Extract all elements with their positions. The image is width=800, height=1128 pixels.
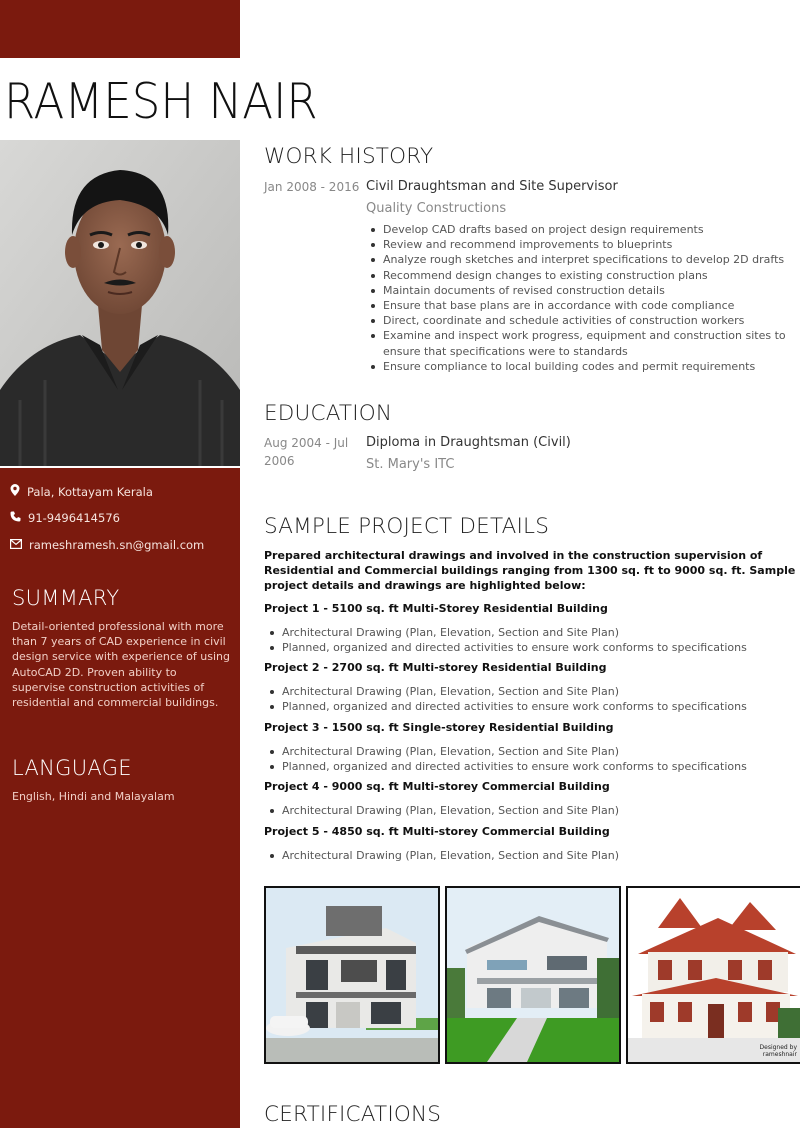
list-item: Architectural Drawing (Plan, Elevation, Section and Site Plan) — [266, 803, 796, 818]
list-item: Ensure that base plans are in accordance with code compliance — [367, 298, 797, 313]
profile-photo — [0, 140, 240, 466]
list-item: Examine and inspect work progress, equipment and construction sites to ensure that specifications were to standards — [367, 328, 797, 358]
education-school: St. Mary's ITC — [366, 457, 455, 472]
list-item: Develop CAD drafts based on project design requirements — [367, 222, 797, 237]
envelope-icon — [10, 538, 22, 552]
summary-text: Detail-oriented professional with more than 7 years of CAD experience in civil design service with experience of using AutoCAD 2D. Proven ability to supervise construction activities of residential and commercial buildings. — [12, 620, 230, 710]
list-item: Analyze rough sketches and interpret specifications to develop 2D drafts — [367, 252, 797, 267]
language-heading: LANGUAGE — [12, 756, 132, 780]
list-item: Review and recommend improvements to blueprints — [367, 237, 797, 252]
project-image-1 — [264, 886, 440, 1064]
project-bullets — [266, 625, 796, 655]
project-bullets — [266, 744, 796, 774]
education-heading: EDUCATION — [264, 401, 393, 426]
list-item: Planned, organized and directed activities to ensure work conforms to specifications — [266, 699, 796, 714]
project-title: Project 1 - 5100 sq. ft Multi-Storey Residential Building — [264, 602, 608, 615]
list-item: Planned, organized and directed activities to ensure work conforms to specifications — [266, 759, 796, 774]
projects-heading: SAMPLE PROJECT DETAILS — [264, 514, 550, 539]
list-item: Maintain documents of revised construction details — [367, 283, 797, 298]
list-item: Architectural Drawing (Plan, Elevation, Section and Site Plan) — [266, 684, 796, 699]
list-item: Direct, coordinate and schedule activities of construction workers — [367, 313, 797, 328]
list-item: Planned, organized and directed activities to ensure work conforms to specifications — [266, 640, 796, 655]
job-duties-list — [367, 222, 797, 374]
contact-email — [10, 538, 204, 552]
education-dates: Aug 2004 - Jul 2006 — [264, 436, 349, 468]
project-title: Project 2 - 2700 sq. ft Multi-storey Residential Building — [264, 661, 607, 674]
project-bullets — [266, 848, 796, 863]
education-degree: Diploma in Draughtsman (Civil) — [366, 435, 571, 450]
project-title: Project 3 - 1500 sq. ft Single-storey Residential Building — [264, 721, 614, 734]
certifications-heading: CERTIFICATIONS — [264, 1102, 442, 1127]
sidebar-top-band — [0, 0, 240, 56]
summary-heading: SUMMARY — [12, 586, 120, 610]
project-title: Project 4 - 9000 sq. ft Multi-storey Commercial Building — [264, 780, 610, 793]
project-image-3 — [626, 886, 800, 1064]
projects-intro: Prepared architectural drawings and involved in the construction supervision of Residential and Commercial buildings ranging from 1300 sq. ft to 9000 sq. ft. Sample project details and drawings are highlighted below: — [264, 549, 796, 593]
phone-icon — [10, 511, 21, 525]
project-bullets — [266, 684, 796, 714]
list-item: Architectural Drawing (Plan, Elevation, Section and Site Plan) — [266, 848, 796, 863]
project-image-2 — [445, 886, 621, 1064]
image-caption: Designed by rameshnair — [759, 1044, 797, 1058]
job-title: Civil Draughtsman and Site Supervisor — [366, 179, 618, 194]
work-history-heading: WORK HISTORY — [264, 144, 434, 169]
phone-text[interactable]: 91-9496414576 — [28, 511, 120, 525]
list-item: Recommend design changes to existing construction plans — [367, 268, 797, 283]
contact-location — [10, 484, 153, 499]
language-text: English, Hindi and Malayalam — [12, 790, 175, 803]
email-text[interactable]: rameshramesh.sn@gmail.com — [29, 538, 205, 552]
contact-phone — [10, 511, 120, 525]
location-pin-icon — [10, 484, 20, 499]
list-item: Architectural Drawing (Plan, Elevation, Section and Site Plan) — [266, 625, 796, 640]
project-title: Project 5 - 4850 sq. ft Multi-storey Commercial Building — [264, 825, 610, 838]
job-company: Quality Constructions — [366, 201, 507, 216]
list-item: Ensure compliance to local building codes and permit requirements — [367, 359, 797, 374]
list-item: Architectural Drawing (Plan, Elevation, Section and Site Plan) — [266, 744, 796, 759]
candidate-name: RAMESH NAIR — [4, 73, 318, 130]
location-text: Pala, Kottayam Kerala — [27, 484, 153, 499]
project-bullets — [266, 803, 796, 818]
job-dates: Jan 2008 - 2016 — [264, 180, 360, 194]
sidebar-divider — [0, 56, 240, 58]
